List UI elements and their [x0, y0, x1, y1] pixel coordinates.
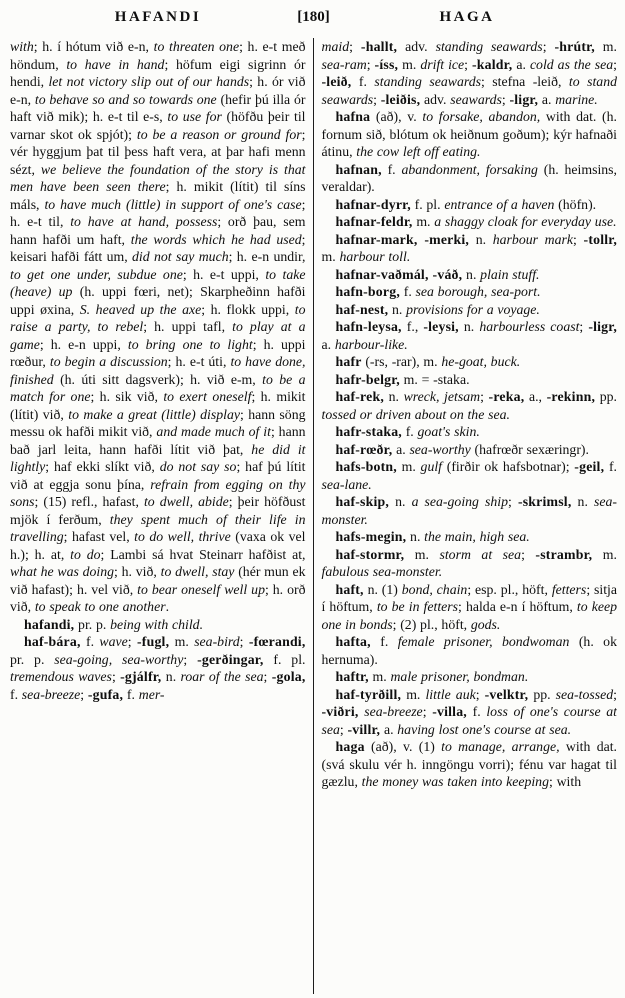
page-header [10, 6, 617, 38]
plain-text: f. pl. [410, 196, 445, 212]
plain-text: (hefir þú illa ór haft við mik); h. e-t til e-s, [10, 91, 306, 124]
gloss-italic: seawards [450, 91, 502, 107]
headword: hafn-borg, [335, 284, 400, 299]
plain-text: (höfðu þeir til varnar skot ok spjót); [10, 109, 306, 142]
gloss-italic: to begin a discussion [49, 354, 168, 369]
plain-text: f. [399, 284, 416, 299]
plain-text: ; [464, 56, 472, 72]
headword: -fugl, [137, 634, 170, 649]
plain-text: ; h. uppi tafl, [143, 319, 233, 334]
plain-text: ; hann söng messu ok hafði mikit við, [10, 406, 306, 439]
plain-text: (-rs, -rar), m. [361, 354, 442, 369]
plain-text: n. [462, 266, 481, 282]
plain-text: ; [263, 669, 272, 684]
gloss-italic: sea-lane. [321, 476, 372, 492]
plain-text: ; höfum eigi sigrinn ór hendi, [10, 56, 306, 89]
gloss-italic: to manage, arrange, [441, 739, 560, 754]
gloss-italic: being with child. [110, 616, 204, 632]
plain-text: ; h. uppi rœður, [10, 336, 306, 369]
plain-text: . [165, 599, 170, 614]
gloss-italic: goat's skin. [417, 424, 480, 439]
plain-text: (h. úti sitt dagsverk); h. við e-m, [53, 371, 263, 387]
headword: hafna [335, 109, 371, 124]
plain-text: ; [579, 319, 589, 334]
gloss-italic: to be a reason or ground for [136, 126, 302, 142]
plain-text: ; orð þau, sem hann hafði um haft, [10, 214, 306, 247]
plain-text: ; [521, 546, 536, 562]
dictionary-entry [322, 196, 618, 214]
plain-text: ; [542, 39, 555, 54]
plain-text: ; [480, 389, 489, 404]
header-last-word: HAGA [439, 9, 495, 25]
headword: -kaldr, [472, 56, 513, 72]
plain-text: m. [368, 669, 391, 684]
dictionary-entry [322, 686, 618, 739]
gloss-italic: to keep one in bonds [321, 599, 617, 632]
gloss-italic: to bear oneself well up [137, 581, 265, 597]
headword: -gola, [271, 669, 306, 684]
gloss-italic: the cow left off eating. [356, 144, 481, 159]
gloss-italic: a shaggy cloak for everyday use. [434, 214, 617, 229]
plain-text: ; haf ekki slíkt við, [45, 459, 160, 474]
plain-text: ; h. ór við e-n, [10, 74, 306, 107]
gloss-italic: bond, chain [401, 581, 468, 597]
plain-text: ; [422, 704, 433, 719]
headword: -reka, [488, 389, 525, 404]
gloss-italic: sea-bird [194, 634, 240, 649]
plain-text: f. [401, 424, 418, 439]
right-column [314, 38, 618, 994]
gloss-italic: to behave so and so towards one [34, 91, 217, 107]
gloss-italic: to have done, finished [10, 354, 306, 387]
headword: -gjálfr, [120, 669, 162, 684]
dictionary-entry [322, 668, 618, 686]
plain-text: ; h. e-t til, [10, 196, 306, 229]
plain-text: ; stefna -leið, [481, 74, 569, 89]
headword: -leiðis, [380, 91, 421, 107]
entry-continuation [322, 38, 618, 108]
plain-text: ; hafast vel, [63, 529, 135, 544]
gloss-italic: to be a match for one [10, 371, 306, 404]
gloss-italic: plain stuff. [480, 266, 540, 282]
gloss-italic: storm at sea [439, 546, 522, 562]
plain-text: (h. uppi fœri, net); Skarpheðinn hafði uppi øxina, [10, 284, 306, 317]
gloss-italic: drift ice [420, 56, 465, 72]
plain-text: a. [512, 56, 530, 72]
plain-text: ; [339, 721, 348, 737]
headword: -geil, [574, 459, 605, 474]
gloss-italic: to do well, thrive [134, 529, 231, 544]
plain-text: f. [604, 459, 617, 474]
plain-text: n. [571, 494, 594, 509]
gloss-italic: cold as the sea [529, 56, 614, 72]
plain-text: ; h. e-t með höndum, [10, 39, 306, 72]
dictionary-entry [322, 301, 618, 319]
dictionary-entry [322, 441, 618, 459]
plain-text: ; [475, 686, 485, 702]
plain-text: ; vér hyggjum þat til þess haft vera, at þar hafi menn sézt, [10, 126, 306, 177]
plain-text: n. [388, 301, 407, 317]
gloss-italic: sea-monster. [321, 494, 617, 527]
plain-text: m. [398, 56, 421, 72]
plain-text: m. [592, 546, 617, 562]
gloss-italic: little auk [425, 686, 476, 702]
dictionary-entry [322, 458, 618, 493]
plain-text: (að), v. [370, 109, 423, 124]
plain-text: a. [380, 721, 398, 737]
gloss-italic: gulf [420, 459, 443, 474]
gloss-italic: do not say so [159, 459, 237, 474]
gloss-italic: maid [321, 39, 350, 54]
dictionary-entry [322, 633, 618, 668]
headword: -villa, [432, 704, 467, 719]
plain-text: ; h. flokk uppi, [201, 301, 295, 317]
headword: -villr, [347, 721, 381, 737]
gloss-italic: standing seawards [435, 39, 543, 54]
dictionary-entry [322, 528, 618, 546]
plain-text: f. [123, 686, 139, 702]
plain-text: (firðir ok hafsbotnar); [442, 459, 575, 474]
gloss-italic: to have at hand, possess [70, 214, 218, 229]
gloss-italic: mer- [138, 686, 165, 702]
headword: -strambr, [535, 546, 593, 562]
plain-text: m. [412, 214, 435, 229]
plain-text: ; h. e-n undir, [228, 249, 306, 264]
dictionary-entry [322, 423, 618, 441]
headword: hafr [335, 354, 362, 369]
headword: hafnar-feldr, [335, 214, 413, 229]
plain-text: (vaxa ok vel h.); h. at, [10, 529, 306, 562]
gloss-italic: tremendous waves [10, 669, 112, 684]
plain-text: ; [349, 39, 361, 54]
gloss-italic: we believe the foundation of the story is that men have been seen there [10, 161, 306, 194]
gloss-italic: standing seawards [374, 74, 482, 89]
plain-text: ; keisari hafði fátt um, [10, 231, 306, 264]
headword: haf-rek, [335, 389, 384, 404]
plain-text: f. [80, 634, 100, 649]
plain-text: m. [594, 39, 617, 54]
headword: -rekinn, [546, 389, 596, 404]
headword: haf-bára, [24, 634, 81, 649]
plain-text: (hér mun ek við hafast); h. vel við, [10, 564, 306, 597]
headword: hafn-leysa, [335, 319, 402, 334]
plain-text: (hafrœðr sexæringr). [470, 441, 589, 457]
headword: -skrimsl, [517, 494, 572, 509]
gloss-italic: to be in fetters [376, 599, 459, 614]
dictionary-entry [322, 546, 618, 581]
headword: haf-nest, [335, 301, 389, 317]
headword: haf-tyrðill, [335, 686, 402, 702]
gloss-italic: female prisoner, bondwoman [397, 634, 570, 649]
plain-text: m. [321, 249, 340, 264]
plain-text: n. [406, 529, 425, 544]
plain-text: ; h. í hótum við e-n, [33, 39, 154, 54]
headword: haf-rœðr, [335, 441, 393, 457]
dictionary-entry [322, 493, 618, 528]
headword: hafs-megin, [335, 529, 407, 544]
plain-text: ; sitja í höftum, [321, 581, 617, 614]
headword: -ligr, [588, 319, 617, 334]
plain-text: ; [613, 686, 617, 702]
plain-text: adv. [397, 39, 436, 54]
gloss-italic: harbour mark [492, 231, 574, 247]
gloss-italic: let not victory slip out of our hands [48, 74, 250, 89]
headword: hafnan, [335, 161, 382, 177]
gloss-italic: provisions for a voyage. [406, 301, 540, 317]
plain-text: pp. [528, 686, 556, 702]
gloss-italic: sea-going, sea-worthy [54, 651, 184, 667]
gloss-italic: to raise a party, to rebel [10, 301, 306, 334]
headword: hafta, [335, 634, 371, 649]
gloss-italic: to dwell, abide [143, 494, 229, 509]
gloss-italic: abandonment, forsaking [401, 161, 538, 177]
plain-text: m. [169, 634, 195, 649]
plain-text: ; h. mikit (lítit) til síns máls, [10, 179, 306, 212]
headword: hafs-botn, [335, 459, 397, 474]
plain-text: n. [389, 494, 412, 509]
headword: -gufa, [87, 686, 124, 702]
plain-text: n. (1) [363, 581, 402, 597]
gloss-italic: harbourless coast [479, 319, 580, 334]
gloss-italic: sea-ram [321, 56, 367, 72]
plain-text: ; þeir höfðust mjök í ferðum, [10, 494, 306, 527]
plain-text: f. [370, 634, 398, 649]
gloss-italic: he-goat, buck. [441, 354, 521, 369]
headword: haf-stormr, [335, 546, 405, 562]
plain-text: with dat. (h. fornum sið, blótum ok heiðnum goðum); kýr hafnaði átinu, [321, 109, 617, 159]
gloss-italic: to forsake, abandon, [422, 109, 541, 124]
gloss-italic: and made much of it [156, 424, 271, 439]
dictionary-entry [322, 371, 618, 389]
left-column [10, 38, 314, 994]
headword: hafnar-vaðmál, -váð, [335, 266, 463, 282]
entry-continuation [10, 38, 306, 616]
dictionary-entry [322, 388, 618, 423]
gloss-italic: refrain from egging on thy sons [10, 476, 306, 509]
headword: -tollr, [583, 231, 617, 247]
gloss-italic: to threaten one [153, 39, 240, 54]
gloss-italic: fabulous sea-monster. [321, 564, 443, 579]
plain-text: (að), v. (1) [364, 739, 442, 754]
gloss-italic: to make a great (little) display [68, 406, 240, 422]
plain-text: ; [183, 651, 198, 667]
gloss-italic: wreck, jetsam [403, 389, 481, 404]
plain-text: ; [366, 56, 375, 72]
dictionary-entry [322, 738, 618, 791]
gloss-italic: to do [70, 546, 101, 562]
dictionary-entry [322, 108, 618, 161]
headword: haft, [335, 581, 364, 597]
headword: -hallt, [360, 39, 398, 54]
gloss-italic: with [10, 39, 34, 54]
plain-text: f. [10, 686, 22, 702]
plain-text: ; [613, 56, 617, 72]
gloss-italic: harbour-like. [334, 336, 408, 352]
headword: hafandi, [24, 616, 75, 632]
plain-text: ; (2) pl., höft, [392, 616, 471, 632]
headword: -viðri, [321, 704, 359, 719]
gloss-italic: what he was doing [10, 564, 115, 579]
plain-text: ; [508, 494, 518, 509]
gloss-italic: sea-breeze [364, 704, 423, 719]
headword: -leið, [321, 74, 352, 89]
plain-text: ; hann bað jarl leita, hann hafði lítit við þat, [10, 424, 306, 457]
headword: haga [335, 739, 365, 754]
plain-text: (h. heimsins, veraldar). [321, 161, 617, 194]
gloss-italic: did not say much [132, 249, 229, 264]
plain-text: ; [573, 231, 584, 247]
plain-text: f. [351, 74, 375, 89]
gloss-italic: to have in hand [66, 56, 165, 72]
plain-text: ; h. mikit (lítit) við, [10, 389, 306, 422]
headword: -gerðingar, [197, 651, 264, 667]
dictionary-entry [10, 616, 306, 634]
plain-text: (höfn). [554, 196, 597, 212]
plain-text: a., [524, 389, 547, 404]
gloss-italic: sea-breeze [21, 686, 81, 702]
gloss-italic: to play at a game [10, 319, 306, 352]
plain-text: ; h. e-t úti, [167, 354, 231, 369]
plain-text: f. [381, 161, 402, 177]
plain-text: ; [111, 669, 121, 684]
headword: haf-skip, [335, 494, 390, 509]
plain-text: ; (15) refl., hafast, [34, 494, 144, 509]
gloss-italic: gods. [470, 616, 501, 632]
headword: -velktr, [484, 686, 529, 702]
gloss-italic: having lost one's course at sea. [397, 721, 572, 737]
gloss-italic: sea borough, sea-port. [415, 284, 541, 299]
plain-text: n. [458, 319, 480, 334]
gloss-italic: the words which he had used [130, 231, 302, 247]
plain-text: m. [404, 546, 440, 562]
gloss-italic: sea-worthy [409, 441, 471, 457]
plain-text: ; h. e-n uppi, [39, 336, 128, 352]
plain-text: m. = -staka. [399, 371, 470, 387]
plain-text: ; h. orð við, [10, 581, 306, 614]
headword: -ligr, [509, 91, 539, 107]
headword: hafnar-dyrr, [335, 196, 411, 212]
header-first-word: HAFANDI [114, 9, 202, 25]
gloss-italic: to bring one to light [127, 336, 253, 352]
gloss-italic: to speak to one another [34, 599, 166, 614]
plain-text: m. [401, 686, 426, 702]
gloss-italic: to dwell, stay [160, 564, 235, 579]
plain-text: n. [161, 669, 181, 684]
dictionary-entry [322, 266, 618, 284]
plain-text: ; [127, 634, 137, 649]
dictionary-entry [322, 161, 618, 196]
headword: hafr-staka, [335, 424, 402, 439]
headword: -leysi, [423, 319, 459, 334]
plain-text: f. [466, 704, 487, 719]
plain-text: adv. [420, 91, 451, 107]
headword: hafnar-mark, -merki, [335, 231, 470, 247]
plain-text: ; with [548, 774, 582, 789]
dictionary-entry [322, 283, 618, 301]
plain-text: (h. ok hernuma). [321, 634, 617, 667]
dictionary-entry [322, 581, 618, 634]
dictionary-entry [322, 231, 618, 266]
headword: -íss, [374, 56, 399, 72]
gloss-italic: to use for [167, 109, 222, 124]
plain-text: ; h. e-t uppi, [182, 266, 266, 282]
gloss-italic: the money was taken into keeping [361, 774, 549, 789]
plain-text: ; Lambi sá hvat Steinarr hafðist at, [100, 546, 306, 562]
gloss-italic: they spent much of their life in travelling [10, 511, 306, 544]
plain-text: n. [383, 389, 404, 404]
dictionary-entry [10, 633, 306, 703]
plain-text: ; haf þú lítit við at eggja sonu þína, [10, 459, 306, 492]
plain-text: ; esp. pl., höft, [467, 581, 552, 597]
plain-text: ; halda e-n í höftum, [458, 599, 577, 614]
dictionary-entry [322, 353, 618, 371]
gloss-italic: harbour toll. [339, 249, 411, 264]
text-columns [10, 38, 617, 994]
gloss-italic: sea-tossed [555, 686, 614, 702]
gloss-italic: wave [99, 634, 128, 649]
plain-text: ; [501, 91, 510, 107]
plain-text: pp. [595, 389, 617, 404]
plain-text: ; [80, 686, 88, 702]
headword: hafr-belgr, [335, 371, 400, 387]
plain-text: ; [239, 634, 249, 649]
plain-text: ; [373, 91, 381, 107]
gloss-italic: the main, high sea. [424, 529, 530, 544]
plain-text: pr. p. [74, 616, 111, 632]
headword: -hrútr, [554, 39, 595, 54]
plain-text: ; h. sik við, [90, 389, 164, 404]
plain-text: a. [321, 336, 335, 352]
gloss-italic: marine. [555, 91, 598, 107]
gloss-italic: fetters [551, 581, 587, 597]
plain-text: ; h. við, [114, 564, 161, 579]
dictionary-entry [322, 213, 618, 231]
gloss-italic: to stand seawards [321, 74, 617, 107]
gloss-italic: a sea-going ship [411, 494, 509, 509]
gloss-italic: to exert oneself [163, 389, 252, 404]
headword: -fœrandi, [248, 634, 306, 649]
plain-text: n. [469, 231, 493, 247]
plain-text: a. [538, 91, 556, 107]
gloss-italic: tossed or driven about on the sea. [321, 406, 510, 422]
dictionary-entry [322, 318, 618, 353]
gloss-italic: to take (heave) up [10, 266, 306, 299]
plain-text: a. [392, 441, 410, 457]
page-number: [180] [297, 9, 330, 25]
plain-text: m. [396, 459, 421, 474]
gloss-italic: he did it lightly [10, 441, 306, 474]
gloss-italic: loss of one's course at sea [321, 704, 617, 737]
plain-text: with dat. (svá skulu vér h. inngöngu vorri); fénu var hagat til gæzlu, [321, 739, 617, 789]
gloss-italic: S. heaved up the axe [79, 301, 202, 317]
gloss-italic: roar of the sea [180, 669, 264, 684]
plain-text: pr. p. [10, 651, 55, 667]
plain-text: f., [401, 319, 424, 334]
gloss-italic: to have much (little) in support of one's case [44, 196, 302, 212]
plain-text: f. pl. [263, 651, 306, 667]
gloss-italic: to get one under, subdue one [10, 266, 183, 282]
headword: haftr, [335, 669, 369, 684]
gloss-italic: entrance of a haven [444, 196, 555, 212]
gloss-italic: male prisoner, bondman. [390, 669, 529, 684]
